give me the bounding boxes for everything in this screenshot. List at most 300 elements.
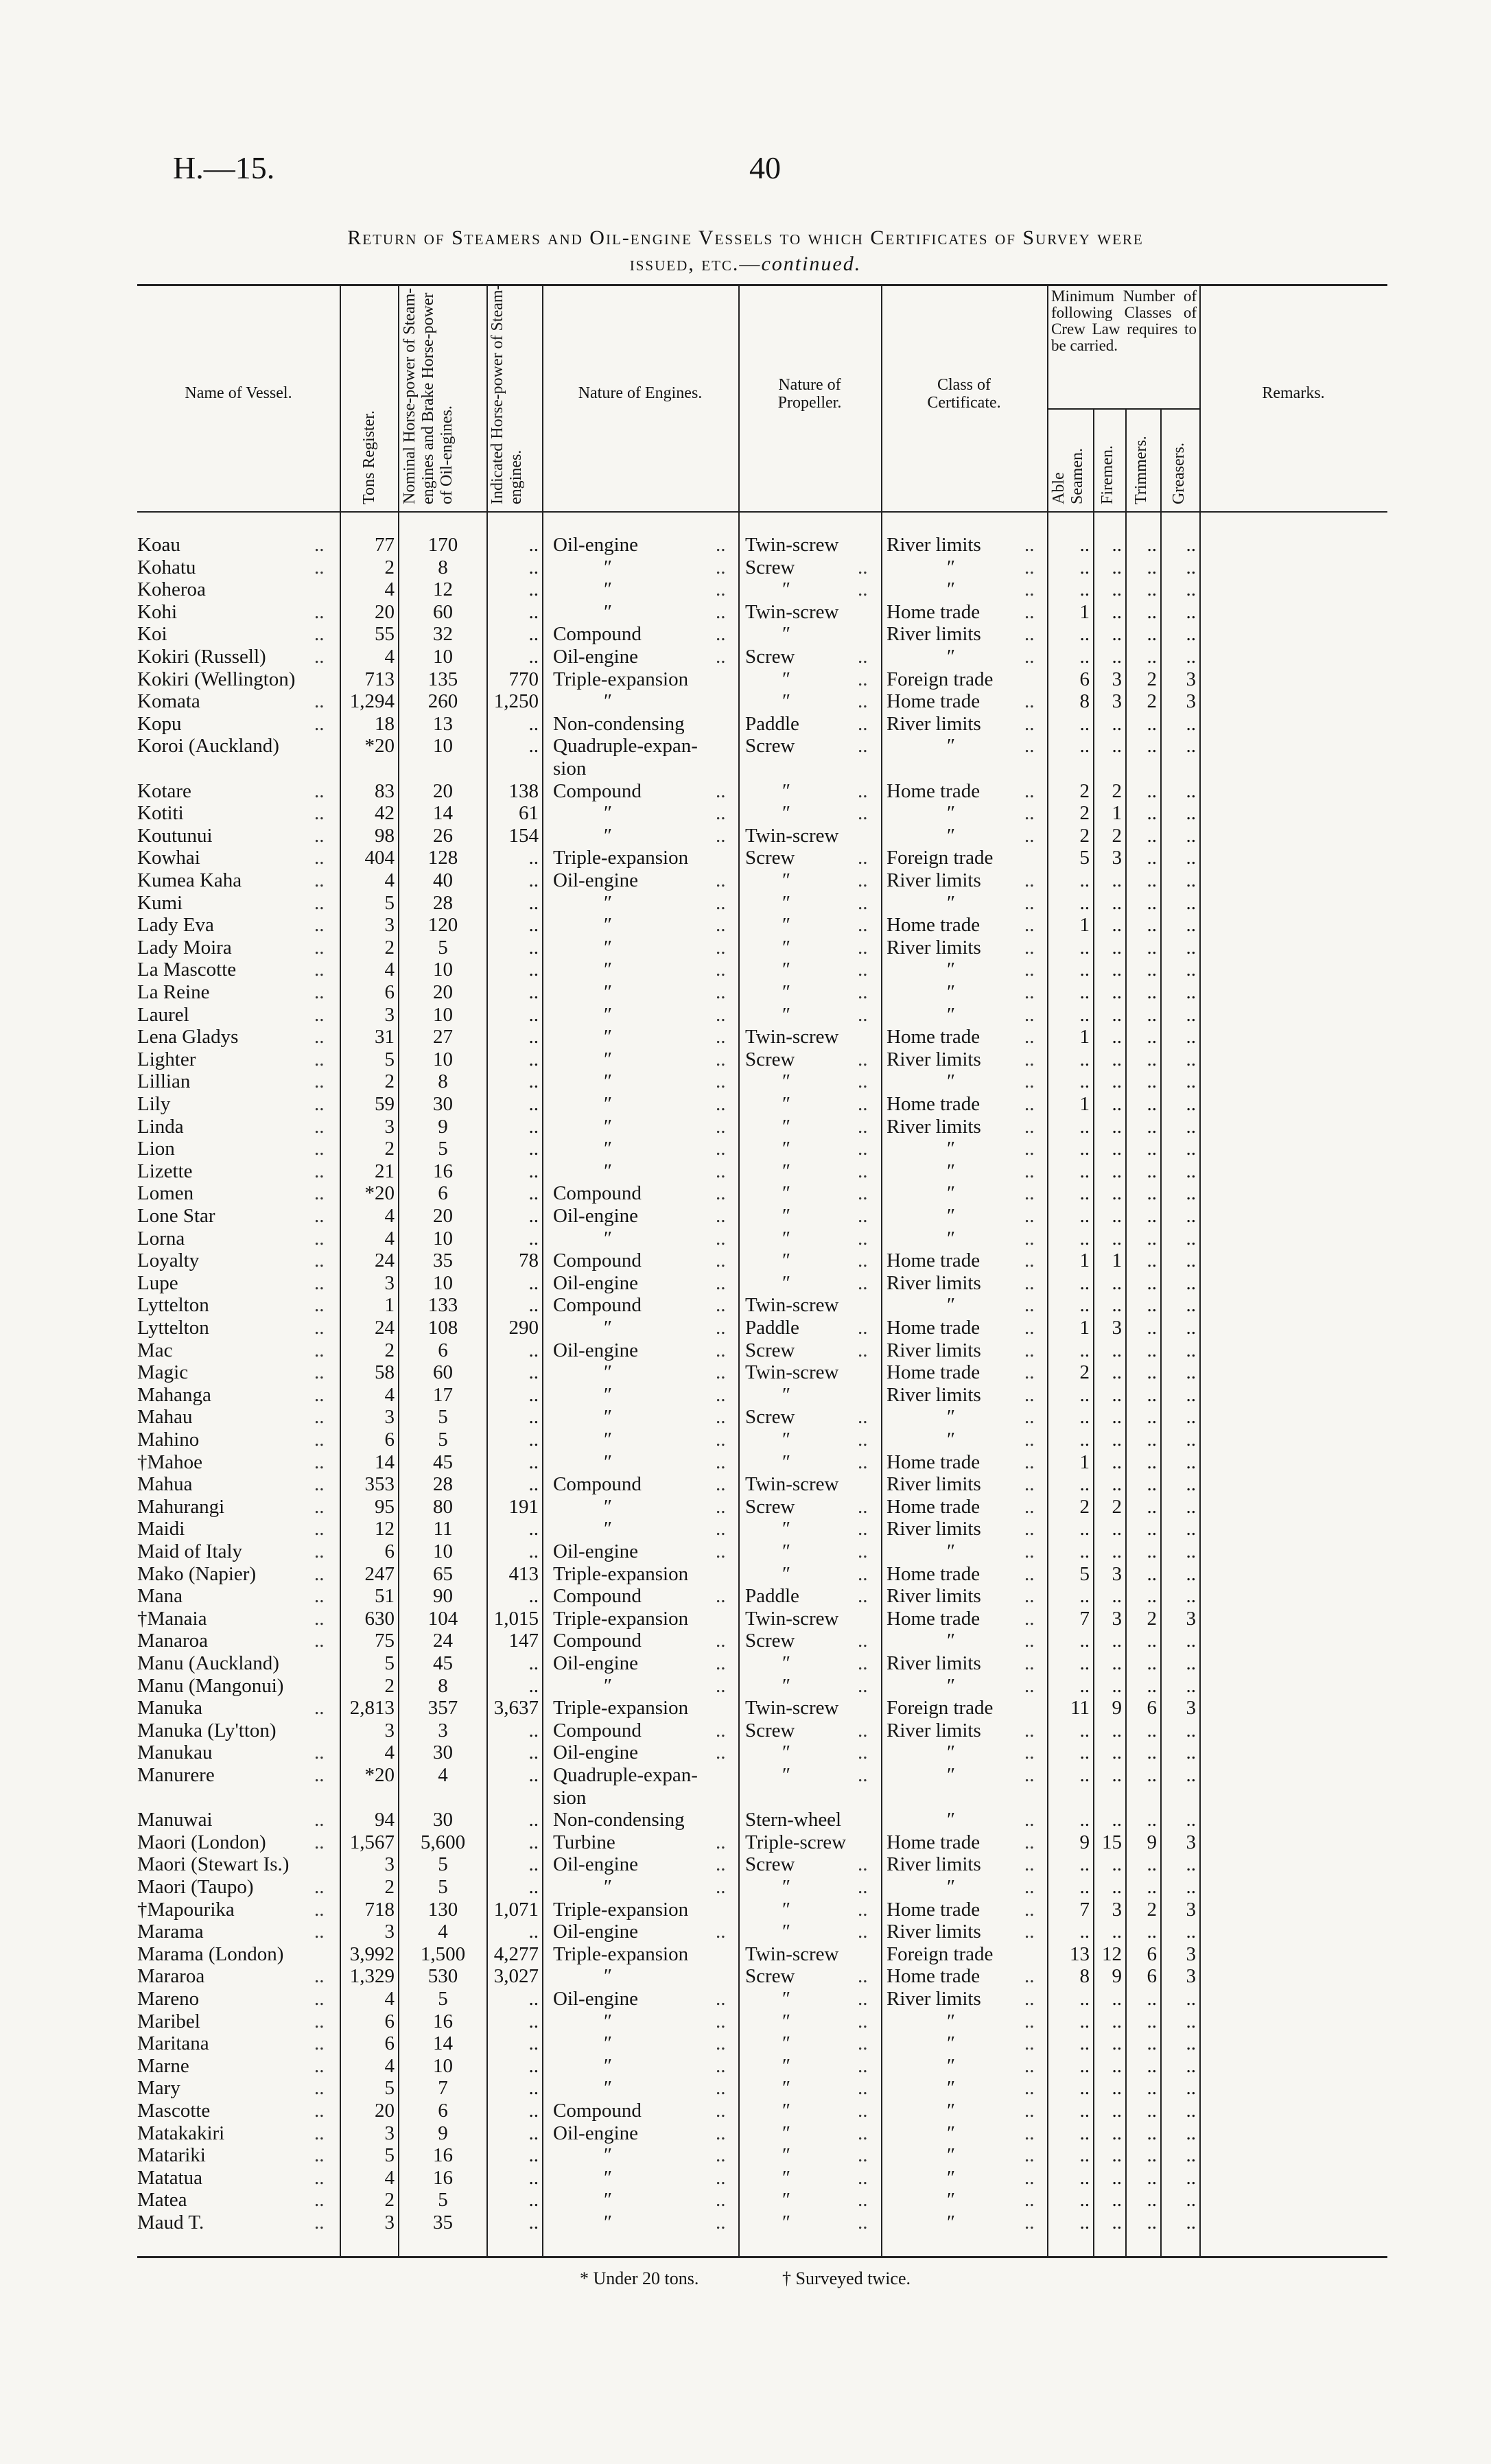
tons-register: 5 <box>384 1652 395 1674</box>
table-row <box>0 1652 1491 1674</box>
trimmers: .. <box>1147 1652 1157 1674</box>
trimmers: .. <box>1147 1093 1157 1115</box>
leader-dots: .. <box>1024 1585 1035 1608</box>
propeller-type: Paddle <box>745 1585 799 1608</box>
leader-dots: .. <box>858 1921 868 1943</box>
certificate-class: ″ <box>947 802 956 825</box>
table-row <box>0 758 1491 779</box>
able-seamen: .. <box>1079 2032 1090 2055</box>
leader-dots: .. <box>716 1495 726 1518</box>
able-seamen: .. <box>1079 1764 1090 1786</box>
propeller-type: Twin-screw <box>745 534 839 556</box>
indicated-hp: .. <box>528 2032 539 2055</box>
tons-register: 5 <box>384 1048 395 1070</box>
leader-dots: .. <box>716 1831 726 1853</box>
engine-type: ″ <box>604 1876 613 1898</box>
leader-dots: .. <box>314 556 325 578</box>
vessel-name: Maribel <box>137 2010 200 2032</box>
table-row <box>0 1585 1491 1607</box>
trimmers: .. <box>1147 2077 1157 2100</box>
nominal-hp: 26 <box>433 824 453 847</box>
col-header-greasers: Greasers. <box>1170 443 1188 504</box>
able-seamen: .. <box>1079 1674 1090 1697</box>
leader-dots: .. <box>716 1876 726 1898</box>
nominal-hp: 5 <box>438 1876 448 1898</box>
leader-dots: .. <box>314 1429 325 1451</box>
table-row <box>0 1361 1491 1383</box>
certificate-class: River limits <box>887 1473 981 1496</box>
col-header-remarks: Remarks. <box>1262 384 1325 402</box>
certificate-class: Home trade <box>887 600 981 623</box>
greasers: .. <box>1186 1406 1196 1429</box>
engine-type: Compound <box>553 2100 642 2122</box>
leader-dots: .. <box>858 1495 868 1518</box>
leader-dots: .. <box>314 2077 325 2100</box>
nominal-hp: 135 <box>427 668 458 690</box>
engine-type: ″ <box>604 1070 613 1093</box>
leader-dots: .. <box>716 556 726 578</box>
trimmers: .. <box>1147 1876 1157 1898</box>
leader-dots: .. <box>314 2054 325 2077</box>
engine-type: Oil-engine <box>553 1741 639 1764</box>
tons-register: 6 <box>384 2010 395 2032</box>
vessel-name: Koi <box>137 623 167 646</box>
trimmers: 2 <box>1147 690 1157 713</box>
tons-register: 6 <box>384 1429 395 1451</box>
leader-dots: .. <box>858 1741 868 1764</box>
leader-dots: .. <box>1024 1518 1035 1540</box>
indicated-hp: .. <box>528 735 539 758</box>
engine-type: ″ <box>604 1138 613 1160</box>
propeller-type: ″ <box>782 802 791 825</box>
indicated-hp: .. <box>528 2144 539 2167</box>
vessel-name: Loyalty <box>137 1249 200 1272</box>
engine-type: ″ <box>604 1406 613 1429</box>
able-seamen: .. <box>1079 1115 1090 1138</box>
nominal-hp: 65 <box>433 1562 453 1585</box>
leader-dots: .. <box>858 1853 868 1876</box>
indicated-hp: 154 <box>508 824 539 847</box>
trimmers: .. <box>1147 1473 1157 1496</box>
firemen: .. <box>1112 1070 1122 1093</box>
indicated-hp: 3,027 <box>493 1965 539 1988</box>
leader-dots: .. <box>1024 1921 1035 1943</box>
engine-type: Triple-expansion <box>553 1697 689 1720</box>
nominal-hp: 45 <box>433 1451 453 1473</box>
certificate-class: Foreign trade <box>887 847 994 869</box>
nominal-hp: 357 <box>427 1697 458 1720</box>
tons-register: 20 <box>375 600 395 623</box>
leader-dots: .. <box>1024 1898 1035 1921</box>
table-row <box>0 578 1491 600</box>
engine-type: Compound <box>553 1719 642 1741</box>
certificate-class: River limits <box>887 1271 981 1294</box>
tons-register: 2 <box>384 556 395 578</box>
engine-type: ″ <box>604 981 613 1003</box>
able-seamen: .. <box>1079 578 1090 601</box>
leader-dots: .. <box>716 2122 726 2144</box>
firemen: .. <box>1112 1227 1122 1249</box>
tons-register: 24 <box>375 1317 395 1339</box>
greasers: .. <box>1186 578 1196 601</box>
indicated-hp: 78 <box>519 1249 539 1272</box>
leader-dots: .. <box>858 2010 868 2032</box>
propeller-type: ″ <box>782 690 791 713</box>
engine-type: ″ <box>604 2010 613 2032</box>
firemen: .. <box>1112 646 1122 668</box>
tons-register: 6 <box>384 2032 395 2055</box>
nominal-hp: 45 <box>433 1652 453 1674</box>
indicated-hp: .. <box>528 1406 539 1429</box>
tons-register: 3 <box>384 1921 395 1943</box>
table-row <box>0 869 1491 891</box>
leader-dots: .. <box>314 1585 325 1608</box>
col-header-able-text: Able Seamen. <box>1050 448 1086 504</box>
propeller-type: Screw <box>745 556 795 578</box>
certificate-class: ″ <box>947 1003 956 1026</box>
engine-type: sion <box>553 1786 587 1809</box>
footnote-surveyed-twice: † Surveyed twice. <box>782 2268 911 2288</box>
leader-dots: .. <box>314 646 325 668</box>
vessel-name: Manukau <box>137 1741 213 1764</box>
leader-dots: .. <box>314 802 325 825</box>
trimmers: .. <box>1147 556 1157 578</box>
indicated-hp: .. <box>528 1741 539 1764</box>
leader-dots: .. <box>314 1160 325 1182</box>
able-seamen: 8 <box>1079 1965 1090 1988</box>
tons-register: 21 <box>375 1160 395 1182</box>
propeller-type: ″ <box>782 1227 791 1249</box>
propeller-type: ″ <box>782 914 791 937</box>
able-seamen: 13 <box>1070 1943 1090 1965</box>
greasers: 3 <box>1186 1943 1196 1965</box>
leader-dots: .. <box>1024 1495 1035 1518</box>
leader-dots: .. <box>716 2054 726 2077</box>
able-seamen: .. <box>1079 1160 1090 1182</box>
leader-dots: .. <box>1024 1317 1035 1339</box>
engine-type: ″ <box>604 1495 613 1518</box>
firemen: 9 <box>1112 1697 1122 1720</box>
nominal-hp: 8 <box>438 1674 448 1697</box>
vessel-name: Mararoa <box>137 1965 205 1988</box>
nominal-hp: 20 <box>433 981 453 1003</box>
trimmers: 2 <box>1147 1898 1157 1921</box>
able-seamen: 6 <box>1079 668 1090 690</box>
trimmers: .. <box>1147 869 1157 891</box>
vessel-name: Lone Star <box>137 1205 215 1227</box>
greasers: .. <box>1186 735 1196 758</box>
propeller-type: ″ <box>782 1160 791 1182</box>
tons-register: 3 <box>384 1853 395 1876</box>
table-row <box>0 1675 1491 1697</box>
certificate-class: Foreign trade <box>887 668 994 690</box>
leader-dots: .. <box>1024 1339 1035 1361</box>
table-row <box>0 1741 1491 1763</box>
table-row <box>0 1831 1491 1853</box>
nominal-hp: 60 <box>433 1361 453 1384</box>
firemen: .. <box>1112 2211 1122 2233</box>
firemen: .. <box>1112 1585 1122 1608</box>
able-seamen: .. <box>1079 936 1090 959</box>
vessel-name: Mahanga <box>137 1383 211 1406</box>
able-seamen: 1 <box>1079 1026 1090 1048</box>
table-row <box>0 1720 1491 1741</box>
table-row <box>0 1988 1491 2010</box>
propeller-type: ″ <box>782 1070 791 1093</box>
leader-dots: .. <box>314 869 325 891</box>
table-row <box>0 1048 1491 1070</box>
nominal-hp: 28 <box>433 891 453 914</box>
vessel-name: Lena Gladys <box>137 1026 239 1048</box>
propeller-type: ″ <box>782 1518 791 1540</box>
greasers: .. <box>1186 2211 1196 2233</box>
trimmers: .. <box>1147 623 1157 646</box>
nominal-hp: 10 <box>433 2054 453 2077</box>
vessel-name: Magic <box>137 1361 189 1384</box>
tons-register: 4 <box>384 1988 395 2010</box>
able-seamen: .. <box>1079 1383 1090 1406</box>
certificate-class: ″ <box>947 2122 956 2144</box>
certificate-class: Home trade <box>887 1495 981 1518</box>
tons-register: 18 <box>375 712 395 735</box>
indicated-hp: .. <box>528 914 539 937</box>
propeller-type: Screw <box>745 1048 795 1070</box>
leader-dots: .. <box>858 1406 868 1429</box>
table-row <box>0 1160 1491 1182</box>
footnote-under-20-tons: * Under 20 tons. <box>580 2268 699 2288</box>
leader-dots: .. <box>314 914 325 937</box>
certificate-class: River limits <box>887 1921 981 1943</box>
leader-dots: .. <box>1024 1093 1035 1115</box>
engine-type: Oil-engine <box>553 1988 639 2010</box>
firemen: .. <box>1112 936 1122 959</box>
tons-register: 4 <box>384 1741 395 1764</box>
engine-type: Oil-engine <box>553 869 639 891</box>
propeller-type: ″ <box>782 2122 791 2144</box>
trimmers: .. <box>1147 1518 1157 1540</box>
nominal-hp: 80 <box>433 1495 453 1518</box>
certificate-class: ″ <box>947 891 956 914</box>
trimmers: .. <box>1147 847 1157 869</box>
engine-type: Oil-engine <box>553 1853 639 1876</box>
engine-type: ″ <box>604 1093 613 1115</box>
leader-dots: .. <box>716 959 726 981</box>
propeller-type: ″ <box>782 2144 791 2167</box>
nominal-hp: 5 <box>438 936 448 959</box>
table-row <box>0 825 1491 847</box>
greasers: .. <box>1186 1182 1196 1205</box>
propeller-type: Twin-screw <box>745 600 839 623</box>
trimmers: .. <box>1147 1406 1157 1429</box>
tons-register: 42 <box>375 802 395 825</box>
propeller-type: Twin-screw <box>745 1943 839 1965</box>
trimmers: .. <box>1147 1562 1157 1585</box>
leader-dots: .. <box>716 2077 726 2100</box>
greasers: .. <box>1186 1495 1196 1518</box>
engine-type: ″ <box>604 936 613 959</box>
leader-dots: .. <box>858 1585 868 1608</box>
firemen: .. <box>1112 2100 1122 2122</box>
table-row <box>0 1406 1491 1428</box>
nominal-hp: 10 <box>433 646 453 668</box>
leader-dots: .. <box>1024 1674 1035 1697</box>
leader-dots: .. <box>1024 1271 1035 1294</box>
engine-type: ″ <box>604 1383 613 1406</box>
vessel-name: Lorna <box>137 1227 185 1249</box>
engine-type: ″ <box>604 1115 613 1138</box>
certificate-class: ″ <box>947 1630 956 1652</box>
leader-dots: .. <box>1024 1361 1035 1384</box>
vessel-name: Lomen <box>137 1182 194 1205</box>
table-row <box>0 1182 1491 1204</box>
tons-register: 2 <box>384 936 395 959</box>
vessel-name: Mahau <box>137 1406 193 1429</box>
indicated-hp: .. <box>528 1048 539 1070</box>
indicated-hp: .. <box>528 1652 539 1674</box>
certificate-class: River limits <box>887 1853 981 1876</box>
certificate-class: ″ <box>947 1540 956 1562</box>
leader-dots: .. <box>314 1562 325 1585</box>
firemen: .. <box>1112 1809 1122 1831</box>
nominal-hp: 12 <box>433 578 453 601</box>
indicated-hp: .. <box>528 2100 539 2122</box>
nominal-hp: 16 <box>433 2144 453 2167</box>
propeller-type: ″ <box>782 668 791 690</box>
leader-dots: .. <box>716 1674 726 1697</box>
engine-type: Triple-expansion <box>553 668 689 690</box>
vessel-name: Manurere <box>137 1764 215 1786</box>
vessel-name: Mac <box>137 1339 173 1361</box>
certificate-class: ″ <box>947 2054 956 2077</box>
vessel-name: Lupe <box>137 1271 178 1294</box>
trimmers: .. <box>1147 936 1157 959</box>
table-row <box>0 1496 1491 1518</box>
leader-dots: .. <box>858 2189 868 2211</box>
greasers: .. <box>1186 600 1196 623</box>
leader-dots: .. <box>1024 1429 1035 1451</box>
firemen: .. <box>1112 1361 1122 1384</box>
leader-dots: .. <box>858 1093 868 1115</box>
greasers: .. <box>1186 1473 1196 1496</box>
firemen: .. <box>1112 1182 1122 1205</box>
tons-register: 77 <box>375 534 395 556</box>
greasers: .. <box>1186 1853 1196 1876</box>
firemen: .. <box>1112 1003 1122 1026</box>
engine-type: ″ <box>604 914 613 937</box>
trimmers: .. <box>1147 1988 1157 2010</box>
table-row <box>0 2077 1491 2099</box>
able-seamen: .. <box>1079 1138 1090 1160</box>
table-row <box>0 2100 1491 2122</box>
propeller-type: Twin-screw <box>745 1697 839 1720</box>
propeller-type: ″ <box>782 1764 791 1786</box>
title-line2-plain: issued, etc.— <box>629 253 762 275</box>
propeller-type: ″ <box>782 1876 791 1898</box>
trimmers: .. <box>1147 891 1157 914</box>
leader-dots: .. <box>1024 1227 1035 1249</box>
tons-register: 5 <box>384 2077 395 2100</box>
greasers: .. <box>1186 1562 1196 1585</box>
leader-dots: .. <box>314 1495 325 1518</box>
nominal-hp: 170 <box>427 534 458 556</box>
certificate-class: ″ <box>947 981 956 1003</box>
tons-register: 24 <box>375 1249 395 1272</box>
nominal-hp: 530 <box>427 1965 458 1988</box>
propeller-type: ″ <box>782 2211 791 2233</box>
leader-dots: .. <box>858 891 868 914</box>
table-row <box>0 959 1491 981</box>
firemen: 2 <box>1112 779 1122 802</box>
certificate-class: Home trade <box>887 1831 981 1853</box>
leader-dots: .. <box>1024 1182 1035 1205</box>
leader-dots: .. <box>314 1026 325 1048</box>
leader-dots: .. <box>1024 824 1035 847</box>
engine-type: ″ <box>604 1160 613 1182</box>
leader-dots: .. <box>314 1138 325 1160</box>
table-row <box>0 1339 1491 1361</box>
tons-register: 1,329 <box>349 1965 395 1988</box>
able-seamen: .. <box>1079 1876 1090 1898</box>
leader-dots: .. <box>858 1271 868 1294</box>
indicated-hp: .. <box>528 1540 539 1562</box>
leader-dots: .. <box>1024 1383 1035 1406</box>
firemen: .. <box>1112 1921 1122 1943</box>
firemen: 3 <box>1112 668 1122 690</box>
indicated-hp: .. <box>528 1093 539 1115</box>
indicated-hp: .. <box>528 1361 539 1384</box>
leader-dots: .. <box>1024 1965 1035 1988</box>
nominal-hp: 133 <box>427 1294 458 1317</box>
able-seamen: .. <box>1079 2010 1090 2032</box>
title-line2-italic: continued. <box>761 253 862 275</box>
indicated-hp: .. <box>528 1719 539 1741</box>
vessel-name: Maori (London) <box>137 1831 266 1853</box>
trimmers: 9 <box>1147 1831 1157 1853</box>
trimmers: .. <box>1147 1383 1157 1406</box>
table-row <box>0 1563 1491 1585</box>
greasers: .. <box>1186 1160 1196 1182</box>
vessel-name: Kowhai <box>137 847 200 869</box>
table-row <box>0 2167 1491 2189</box>
able-seamen: .. <box>1079 1429 1090 1451</box>
vessel-name: Lion <box>137 1138 175 1160</box>
vessel-name: Komata <box>137 690 200 713</box>
table-row <box>0 1004 1491 1026</box>
certificate-class: Foreign trade <box>887 1697 994 1720</box>
able-seamen: 2 <box>1079 802 1090 825</box>
leader-dots: .. <box>1024 1853 1035 1876</box>
leader-dots: .. <box>858 1764 868 1786</box>
vessel-name: Kokiri (Wellington) <box>137 668 296 690</box>
leader-dots: .. <box>858 1182 868 1205</box>
greasers: .. <box>1186 1026 1196 1048</box>
trimmers: .. <box>1147 959 1157 981</box>
leader-dots: .. <box>716 2189 726 2211</box>
able-seamen: .. <box>1079 1719 1090 1741</box>
engine-type: Oil-engine <box>553 1921 639 1943</box>
nominal-hp: 10 <box>433 1003 453 1026</box>
leader-dots: .. <box>1024 869 1035 891</box>
certificate-class: ″ <box>947 1070 956 1093</box>
able-seamen: .. <box>1079 1630 1090 1652</box>
leader-dots: .. <box>716 1988 726 2010</box>
leader-dots: .. <box>314 2032 325 2055</box>
leader-dots: .. <box>314 2010 325 2032</box>
table-row <box>0 601 1491 623</box>
trimmers: .. <box>1147 1003 1157 1026</box>
vessel-name: †Mapourika <box>137 1898 235 1921</box>
vessel-name: La Mascotte <box>137 959 237 981</box>
